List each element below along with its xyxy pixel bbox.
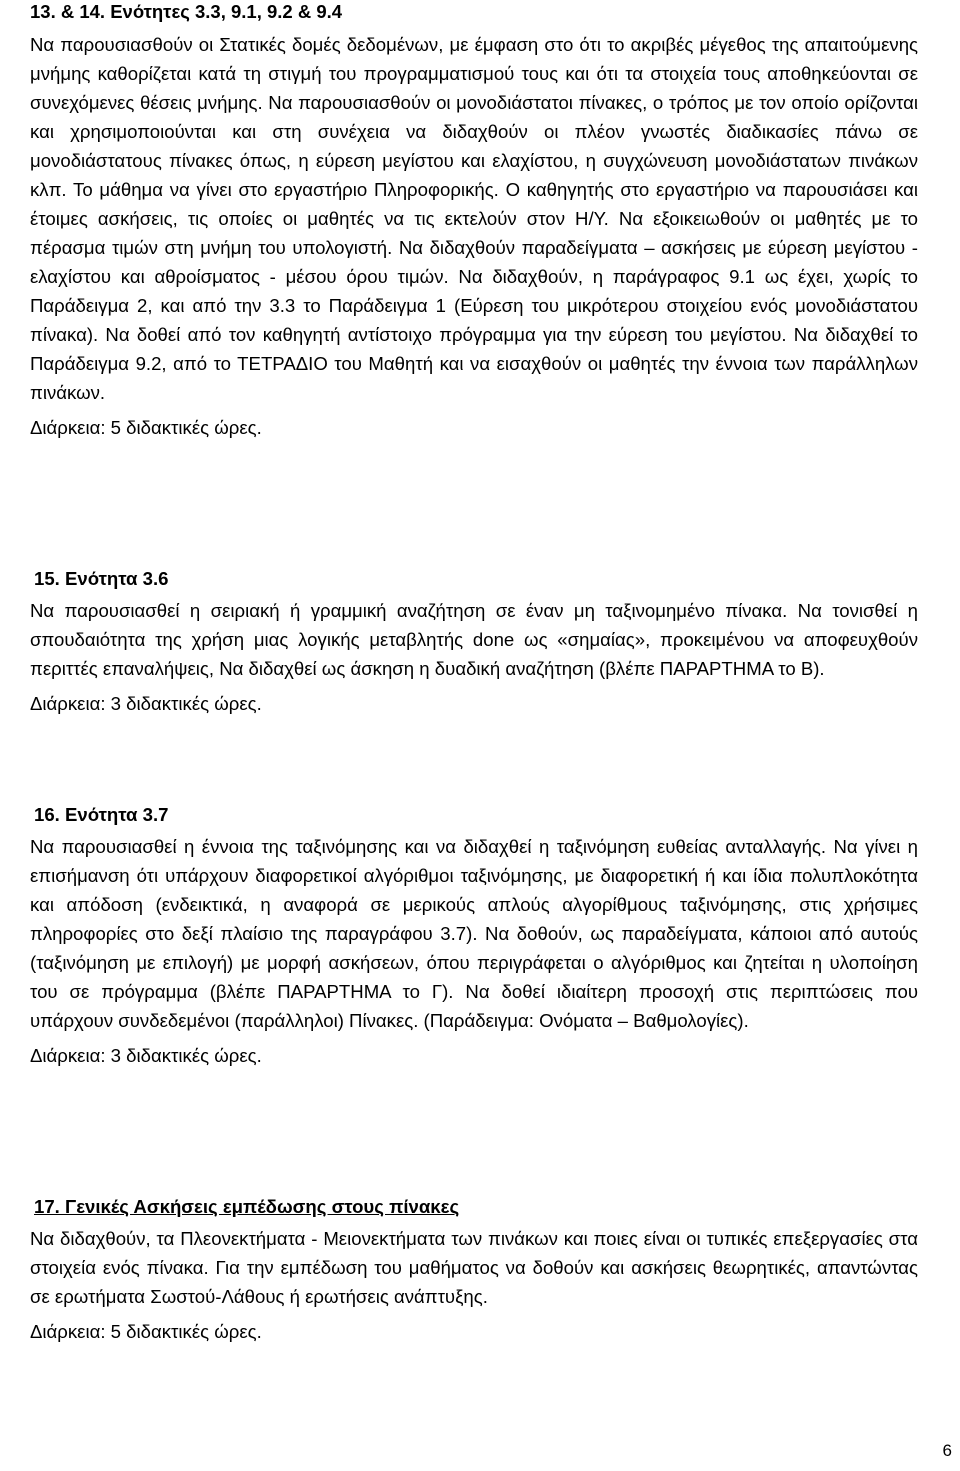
section-body-17: Να διδαχθούν, τα Πλεονεκτήματα - Μειονεκτήματα των πινάκων και ποιες είναι οι τυπικές επεξεργασίες στα στοιχεία ενός πίνακα. Για την εμπέδωση του μαθήματος να δοθούν και ασκήσεις θεωρητικές, απαντώντας σε ερωτήματα Σωστού-Λάθους ή ερωτήσεις ανάπτυξης. [30, 1228, 918, 1307]
duration-13-14: Διάρκεια: 5 διδακτικές ώρες. [30, 417, 262, 438]
section-17 [30, 1192, 918, 1346]
section-body-16: Να παρουσιασθεί η έννοια της ταξινόμησης και να διδαχθεί η ταξινόμηση ευθείας ανταλλαγής. Να γίνει η επισήμανση ότι υπάρχουν διαφορετικοί αλγόριθμοι ταξινόμησης, με διαφορετική ή και ίδια πολυπλοκότητα και απόδοση (ενδεικτικά, η αναφορά σε μερικούς απλούς αλγορίθμους ταξινόμησης, στις χρήσιμες πληροφορίες στο δεξί πλαίσιο της παραγράφου 3.7). Να δοθούν, ως παραδείγματα, κάποιοι από αυτούς (ταξινόμηση με επιλογή) με μορφή ασκήσεων, όπου περιγράφεται ο αλγόριθμος και ζητείται η υλοποίηση του σε πρόγραμμα (βλέπε ΠΑΡΑΡΤΗΜΑ το Γ). Να δοθεί ιδιαίτερη προσοχή στις περιπτώσεις που υπάρχουν συνδεδεμένοι (παράλληλοι) Πίνακες. (Παράδειγμα: Ονόματα – Βαθμολογίες). [30, 836, 918, 1031]
duration-16: Διάρκεια: 3 διδακτικές ώρες. [30, 1045, 262, 1066]
section-heading-17: 17. Γενικές Ασκήσεις εμπέδωσης στους πίνακες [34, 1196, 460, 1217]
section-16 [30, 800, 918, 1070]
duration-17: Διάρκεια: 5 διδακτικές ώρες. [30, 1321, 262, 1342]
section-13-14 [30, 30, 918, 442]
section-body-13-14: Να παρουσιασθούν οι Στατικές δομές δεδομένων, με έμφαση στο ότι το ακριβές μέγεθος της απαιτούμενης μνήμης καθορίζεται κατά τη στιγμή του προγραμματισμού τους και ότι τα στοιχεία τους αποθηκεύονται σε συνεχόμενες θέσεις μνήμης. Να παρουσιασθούν οι μονοδιάστατοι πίνακες, ο τρόπος με τον οποίο ορίζονται και χρησιμοποιούνται και στη συνέχεια να διδαχθούν οι πλέον γνωστές διαδικασίες πάνω σε μονοδιάστατους πίνακες όπως, η εύρεση μεγίστου και ελαχίστου, η συγχώνευση μονοδιάστατων πινάκων κλπ. Το μάθημα να γίνει στο εργαστήριο Πληροφορικής. Ο καθηγητής στο εργαστήριο να παρουσιάσει και έτοιμες ασκήσεις, τις οποίες οι μαθητές να τις εκτελούν στον Η/Υ. Να εξοικειωθούν οι μαθητές με το πέρασμα τιμών στη μνήμη του υπολογιστή. Να διδαχθούν παραδείγματα – ασκήσεις με εύρεση μεγίστου - ελαχίστου και αθροίσματος - μέσου όρου τιμών. Να διδαχθούν, η παράγραφος 9.1 ως έχει, χωρίς το Παράδειγμα 2, και από την 3.3 το Παράδειγμα 1 (Εύρεση του μικρότερου στοιχείου ενός μονοδιάστατου πίνακα). Να δοθεί από τον καθηγητή αντίστοιχο πρόγραμμα για την εύρεση του μεγίστου. Να διδαχθεί το Παράδειγμα 9.2, από το ΤΕΤΡΑΔΙΟ του Μαθητή και να εισαχθούν οι μαθητές την έννοια των παράλληλων πινάκων. [30, 34, 918, 403]
section-heading-16: 16. Ενότητα 3.7 [34, 804, 169, 825]
section-body-15: Να παρουσιασθεί η σειριακή ή γραμμική αναζήτηση σε έναν μη ταξινομημένο πίνακα. Να τονισθεί η σπουδαιότητα της χρήση μιας λογικής μεταβλητής done ως «σημαίας», προκειμένου να αποφευχθούν περιττές επαναλήψεις, Να διδαχθεί ως άσκηση η δυαδική αναζήτηση (βλέπε ΠΑΡΑΡΤΗΜΑ το Β). [30, 600, 918, 679]
page-number: 6 [942, 1441, 952, 1460]
section-heading-13-14: 13. & 14. Ενότητες 3.3, 9.1, 9.2 & 9.4 [30, 1, 343, 22]
section-15 [30, 564, 918, 718]
section-heading-15: 15. Ενότητα 3.6 [34, 568, 169, 589]
duration-15: Διάρκεια: 3 διδακτικές ώρες. [30, 693, 262, 714]
